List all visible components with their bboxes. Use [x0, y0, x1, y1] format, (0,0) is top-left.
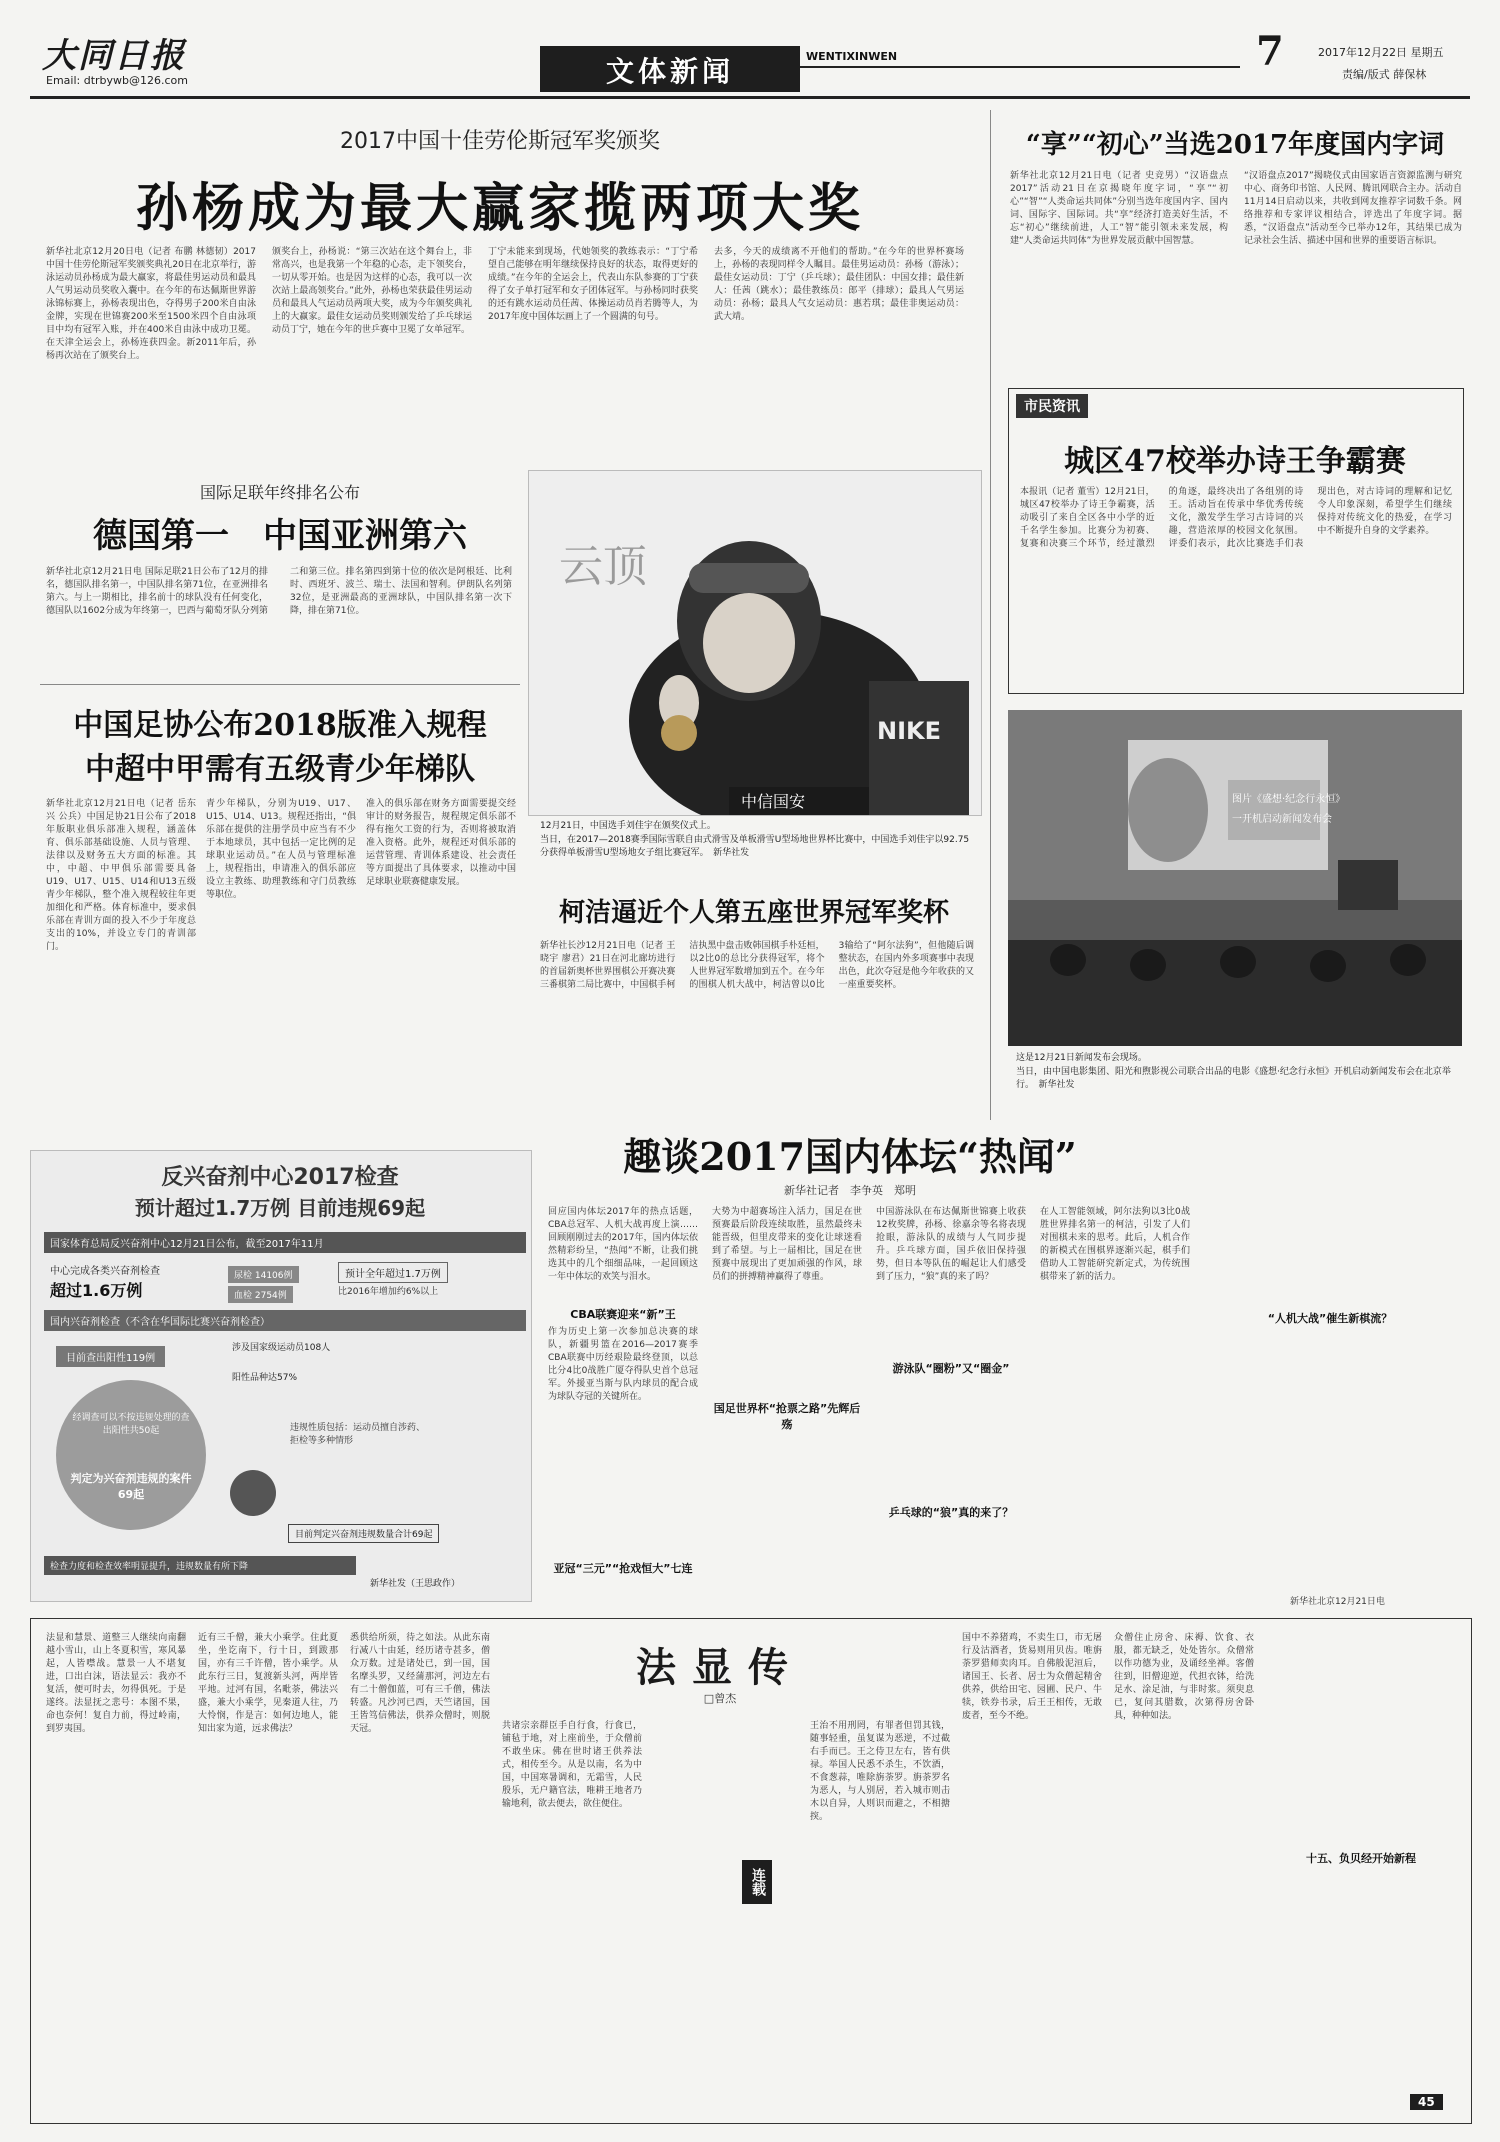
kejie-headline: 柯洁逼近个人第五座世界冠军奖杯	[558, 898, 949, 928]
total-value: 超过1.6万例	[50, 1281, 143, 1300]
blood-label: 血检 2754例	[228, 1286, 293, 1303]
ranking-kicker: 国际足联年终排名公布	[199, 483, 360, 502]
case-total: 目前查出阳性119例	[56, 1346, 165, 1367]
press-conference-illustration	[1008, 710, 1462, 1046]
hotnews-p1: 作为历史上第一次参加总决赛的球队，新疆男篮在2016—2017赛季CBA联赛中历经艰险最终登顶，以总比分4比0战胜广厦夺得队史首个总冠军。外援亚当斯与队内球员的配合成为球队夺冠的关键所在。	[548, 1327, 698, 1402]
hotnews-sub-3: 亚冠“三元”“抢戏恒大”七连	[553, 1562, 693, 1575]
lead-column-3: 丁宁未能来到现场，代她领奖的教练表示：“丁宁希望自己能够在明年继续保持良好的状态，取得更好的成绩。”在今年的全运会上，代表山东队参赛的丁宁获得了女子单打冠军和女子团体冠军。与孙杨同时获奖的还有跳水运动员任茜、体操运动员肖若腾等人，为2017年度中国体坛画上了一个圆满的句号。	[488, 247, 698, 322]
lead-kicker: 2017中国十佳劳伦斯冠军奖颁奖	[340, 129, 660, 154]
forecast-note: 比2016年增加约6%以上	[338, 1287, 439, 1297]
center-label: 判定为兴奋剂违规的案件 69起	[70, 1472, 192, 1501]
hanzi-headline: “享”“初心”当选2017年度国内字词	[1025, 130, 1445, 160]
press-photo	[1008, 710, 1462, 1046]
newspaper-logo: 大同日报	[42, 36, 186, 76]
case-circle	[56, 1380, 206, 1530]
cfa-column-3: 准入的俱乐部在财务方面需要提交经审计的财务报告，规程规定俱乐部不得有拖欠工资的行为，否则将被取消准入资格。此外，规程还对俱乐部的运营管理、青训体系建设、社会责任等方面提出了具体要求，以推动中国足球职业联赛健康发展。	[366, 799, 516, 887]
hotnews-intro: 回应国内体坛2017年的热点话题，CBA总冠军、人机大战再度上演……回顾刚刚过去的2017年，国内体坛依然精彩纷呈，“热闻”不断，让我们挑选其中的几个细细品味，一起回顾这一年中体坛的欢笑与泪水。	[548, 1207, 698, 1282]
cfa-column-2: 青少年梯队，分别为U19、U17、U15、U14、U13。规程还指出，“俱乐部在提供的注册学员中应当有不少于本地球员，其中包括一定比例的足球职业运动员。”在人员与管理标准上，规程指出，申请准入的俱乐部应设立主教练、助理教练和守门员教练等职位。	[206, 799, 356, 900]
poetry-headline: 城区47校举办诗王争霸赛	[1064, 444, 1406, 479]
infographic-title-1: 反兴奋剂中心2017检查	[161, 1165, 399, 1190]
serial-col-c: 悉供给所须，待之如法。从此东南行减八十由延，经历诸寺甚多，僧众万数。过是诸处已，到一国，国名摩头罗，又经蒲那河，河边左右有二十僧伽蓝，可有三千僧，佛法转盛。凡沙河已西，天竺诸国，国王皆笃信佛法，供养众僧时，则脱天冠。	[350, 1633, 490, 1734]
masthead-rule	[800, 66, 1240, 68]
lead-column-1: 新华社北京12月20日电（记者 布鹏 林德韧）2017中国十佳劳伦斯冠军奖颁奖典礼20日在北京举行，游泳运动员孙杨成为最大赢家，将最佳男运动员和最具人气男运动员奖收入囊中。在今年的布达佩斯世界游泳锦标赛上，孙杨表现出色，夺得男子200米自由泳金牌，实现在世锦赛200米至1500米四个自由泳项目中均有冠军入账，并在400米自由泳中成功卫冕。在天津全运会上，孙杨连获四金。新2011年后，孙杨再次站在了颁奖台上。	[46, 247, 256, 361]
hotnews-sub-4: 游泳队“圈粉”又“圈金”	[892, 1362, 1010, 1375]
serial-col-e: 王治不用刑罔，有罪者但罚其钱，随事轻重，虽复谋为恶逆，不过截右手而已。王之侍卫左右，皆有供禄。举国人民悉不杀生，不饮酒，不食葱蒜，唯除旃荼罗。旃荼罗名为恶人，与人别居，若入城市则击木以自异，人则识而避之，不相搪揬。	[810, 1721, 950, 1822]
newspaper-email: Email: dtrbywb@126.com	[46, 74, 188, 87]
serial-page-tag: 45	[1410, 2094, 1443, 2110]
sponsor-sign-2: 中信国安	[741, 792, 806, 811]
ranking-headline: 德国第一 中国亚洲第六	[93, 516, 467, 556]
skier-caption-2: 当日，在2017—2018赛季国际雪联自由式滑雪及单板滑雪U型场地世界杯比赛中，中国选手刘佳宇以92.75分获得单板滑雪U型场地女子组比赛冠军。 新华社发	[540, 835, 970, 858]
section-title: 文体新闻	[605, 55, 734, 88]
press-caption-2: 当日，由中国电影集团、阳光和煦影视公司联合出品的电影《盛想·纪念行永恒》开机启动新闻发布会在北京举行。 新华社发	[1016, 1067, 1451, 1090]
skier-caption-1: 12月21日，中国选手刘佳宇在颁奖仪式上。	[540, 821, 716, 831]
hotnews-sub-6: “人机大战”催生新棋流？	[1267, 1312, 1393, 1325]
case-b: 阳性品种达57%	[232, 1373, 298, 1383]
issue-date: 2017年12月22日 星期五	[1318, 46, 1444, 59]
serial-headline: 法显传	[636, 1644, 804, 1691]
poetry-tag: 市民资讯	[1016, 394, 1088, 418]
serial-col-d: 共诸宗亲群臣手自行食，行食已，铺毡于地，对上座前坐，于众僧前不敢坐床。佛在世时诸王供养法式，相传至今。从是以南，名为中国，中国寒暑调和，无霜雪，人民殷乐，无户籍官法，唯耕王地者乃输地利，欲去便去，欲住便住。	[502, 1721, 642, 1809]
urine-label: 尿检 14106例	[228, 1266, 299, 1283]
hotnews-p3: 中国游泳队在布达佩斯世锦赛上收获12枚奖牌，孙杨、徐嘉余等名将表现抢眼，游泳队的成绩与人气同步提升。乒乓球方面，国乒依旧保持强势，但日本等队伍的崛起让人们感受到了压力，“狼”真的来了吗？	[876, 1207, 1026, 1282]
lead-headline: 孙杨成为最大赢家揽两项大奖	[135, 178, 864, 239]
skier-illustration	[529, 471, 981, 815]
kejie-text: 新华社长沙12月21日电（记者 王晓宇 廖君）21日在河北廊坊进行的首届新奥杯世界围棋公开赛决赛三番棋第二局比赛中，中国棋手柯洁执黑中盘击败韩国棋手朴廷桓，以2比0的总比分获得冠军，将个人世界冠军数增加到五个。在今年的围棋人机大战中，柯洁曾以0比3输给了“阿尔法狗”，但他随后调整状态，在国内外多项赛事中表现出色，此次夺冠是他今年收获的又一座重要奖杯。	[540, 941, 974, 990]
infographic-credit: 新华社发（王思政作）	[370, 1579, 461, 1589]
skier-photo	[528, 470, 982, 816]
case-a: 涉及国家级运动员108人	[232, 1343, 331, 1353]
screen-text-2: 一开机启动新闻发布会	[1232, 814, 1332, 825]
serial-chapter: 十五、负贝经开始新程	[1306, 1852, 1416, 1865]
screen-text-1: 图片《盛想·纪念行永恒》	[1232, 794, 1346, 805]
page-number: 7	[1256, 28, 1284, 75]
press-caption-1: 这是12月21日新闻发布会现场。	[1016, 1053, 1147, 1063]
lead-column-2: 颁奖台上，孙杨说：“第三次站在这个舞台上，非常高兴，也是我第一个年稳的心态，走下领奖台，一切从零开始。也是因为这样的心态，我可以一次次站上最高领奖台。”此外，孙杨也荣获最佳男运动员和最具人气运动员两项大奖，成为今年颁奖典礼上的大赢家。最佳女运动员奖则颁发给了乒乓球运动员丁宁，她在今年的世乒赛中卫冕了女单冠军。	[272, 247, 472, 335]
serial-col-b: 近有三千僧，兼大小乘学。住此夏坐，坐讫南下，行十日，到跋那国，亦有三千许僧，皆小乘学。从此东行三日，复渡新头河，两岸皆平地。过河有国，名毗荼，佛法兴盛，兼大小乘学，见秦道人往，乃大怜悯，作是言：如何边地人，能知出家为道，远求佛法？	[198, 1633, 338, 1734]
sponsor-sign-1: 云顶	[559, 541, 647, 592]
cfa-column-1: 新华社北京12月21日电（记者 岳东兴 公兵）中国足协21日公布了2018年版职业俱乐部准入规程，涵盖体育、俱乐部基础设施、人员与管理、法律以及财务五大方面的标准。其中，中超、中甲俱乐部需要具备U19、U17、U15、U14和U13五级青少年梯队，整个准入规程较往年更加细化和严格。体育标准中，要求俱乐部在青训方面的投入不少于年度总支出的10%，并设立专门的青训部门。	[46, 799, 196, 952]
sponsor-sign-3: NIKE	[877, 717, 942, 745]
forecast: 预计全年超过1.7万例	[338, 1262, 448, 1283]
hotnews-p2: 大势为中超赛场注入活力，国足在世预赛最后阶段连续取胜，虽然最终未能晋级，但里皮带来的变化让球迷看到了希望。与上一届相比，国足在世预赛中展现出了更加顽强的作风，球员们的拼搏精神赢得了尊重。	[712, 1207, 862, 1282]
hanzi-column-1: 新华社北京12月21日电（记者 史竞男）“汉语盘点2017”活动21日在京揭晓年度字词，“享”“初心”“智”“人类命运共同体”分别当选年度国内字、国内词、国际字、国际词。共“享”经济打造美好生活，不忘“初心”继续前进，人工“智”能引领未来发展，构建“人类命运共同体”为世界发展贡献中国智慧。	[1010, 171, 1228, 246]
ranking-text: 新华社北京12月21日电 国际足联21日公布了12月的排名，德国队排名第一，中国队排名第71位，在亚洲排名第六。与上一期相比，排名前十的球队没有任何变化，德国队以1602分成为年终第一，巴西与葡萄牙队分列第二和第三位。排名第四到第十位的依次是阿根廷、比利时、西班牙、波兰、瑞士、法国和智利。伊朗队名列第32位，是亚洲最高的亚洲球队，中国队排名第一次下降，排在第71位。	[46, 567, 512, 616]
serial-author: □曾杰	[703, 1692, 737, 1705]
poetry-text: 本报讯（记者 董雪）12月21日，城区47校举办了诗王争霸赛，活动吸引了来自全区各中小学的近千名学生参加。比赛分为初赛、复赛和决赛三个环节，经过激烈的角逐，最终决出了各组别的诗王。活动旨在传承中华优秀传统文化，激发学生学习古诗词的兴趣，营造浓厚的校园文化氛围。评委们表示，此次比赛选手们表现出色，对古诗词的理解和记忆令人印象深刻，希望学生们继续保持对传统文化的热爱，在学习中不断提升自身的文学素养。	[1020, 487, 1452, 549]
hotnews-p4: 在人工智能领域，阿尔法狗以3比0战胜世界排名第一的柯洁，引发了人们对围棋未来的思考。此后，人机合作的新模式在围棋界逐渐兴起，棋手们借助人工智能研究新定式，为传统围棋带来了新的活力。	[1040, 1207, 1190, 1282]
top-rule	[30, 96, 1470, 99]
serial-col-g: 众僧住止房舍、床褥、饮食、衣服，都无缺乏，处处皆尔。众僧常以作功德为业，及诵经坐禅。客僧往到，旧僧迎逆，代担衣钵，给洗足水、涂足油，与非时浆。须臾息已，复问其腊数，次第得房舍卧具，种种如法。	[1114, 1633, 1254, 1721]
cfa-headline-1: 中国足协公布2018版准入规程	[73, 708, 487, 743]
editors: 责编/版式 薛保林	[1342, 68, 1427, 81]
side-note: 违规性质包括：运动员擅自涉药、拒检等多种情形	[290, 1423, 426, 1446]
hotnews-byline: 新华社记者 李争英 郑明	[784, 1184, 916, 1197]
athlete-icon	[230, 1470, 276, 1516]
infographic-section-label: 国内兴奋剂检查（不含在华国际比赛兴奋剂检查）	[44, 1310, 526, 1331]
infographic-banner: 国家体育总局反兴奋剂中心12月21日公布，截至2017年11月	[44, 1232, 526, 1253]
hotnews-headline: 趣谈2017国内体坛“热闻”	[623, 1134, 1077, 1179]
total-label: 中心完成各类兴奋剂检查	[50, 1266, 160, 1277]
column-divider	[990, 110, 991, 1120]
hotnews-signoff: 新华社北京12月21日电	[1290, 1597, 1385, 1607]
hanzi-column-2: “汉语盘点2017”揭晓仪式由国家语言资源监测与研究中心、商务印书馆、人民网、腾讯网联合主办。活动自11月14日启动以来，共收到网友推荐字词数千条。网络推荐和专家评议相结合，评选出了年度字词。据悉，“汉语盘点”活动至今已举办12年，其结果已成为记录社会生活、描述中国和世界的重要语言标识。	[1244, 171, 1462, 246]
lead-column-4: 去多，今天的成绩离不开他们的帮助。”在今年的世界杯赛场上，孙杨的表现同样令人瞩目。最佳男运动员：孙杨（游泳）；最佳女运动员：丁宁（乒乓球）；最佳团队：中国女排；最佳新人：任茜（跳水）；最佳教练员：郎平（排球）；最具人气男运动员：孙杨；最具人气女运动员：惠若琪；最佳非奥运动员：武大靖。	[714, 247, 964, 322]
hotnews-sub-5: 乒乓球的“狼”真的来了？	[888, 1506, 1014, 1519]
ranking-divider	[40, 684, 520, 685]
serial-col-a: 法显和慧景、道整三人继续向南翻越小雪山，山上冬夏积雪，寒风暴起，人皆噤战。慧景一人不堪复进，口出白沫，语法显云：我亦不复活，便可时去，勿得俱死。于是遂终。法显抚之悲号：本图不果，命也奈何！复自力前，得过岭南，到罗夷国。	[46, 1633, 186, 1734]
infographic-title-2: 预计超过1.7万例 目前违规69起	[134, 1196, 426, 1220]
hotnews-sub-1: CBA联赛迎来“新”王	[570, 1308, 676, 1321]
cfa-headline-2: 中超中甲需有五级青少年梯队	[85, 752, 475, 787]
serial-tag: 连载	[742, 1860, 772, 1904]
bottom-label: 目前判定兴奋剂违规数量合计69起	[288, 1524, 439, 1543]
serial-col-f: 国中不养猪鸡，不卖生口，市无屠行及沽酒者，货易则用贝齿。唯旃荼罗猎师卖肉耳。自佛般泥洹后，诸国王、长者、居士为众僧起精舍供养，供给田宅、园圃、民户、牛犊，铁券书录，后王王相传，无敢废者，至今不绝。	[962, 1633, 1102, 1721]
hotnews-sub-2: 国足世界杯“抢票之路”先辉后殇	[713, 1402, 861, 1431]
center-sub: 经调查可以不按违规处理的查出阳性共50起	[72, 1413, 190, 1436]
infographic-footer: 检查力度和检查效率明显提升，违规数量有所下降	[44, 1556, 356, 1575]
section-pinyin: WENTIXINWEN	[806, 50, 898, 63]
